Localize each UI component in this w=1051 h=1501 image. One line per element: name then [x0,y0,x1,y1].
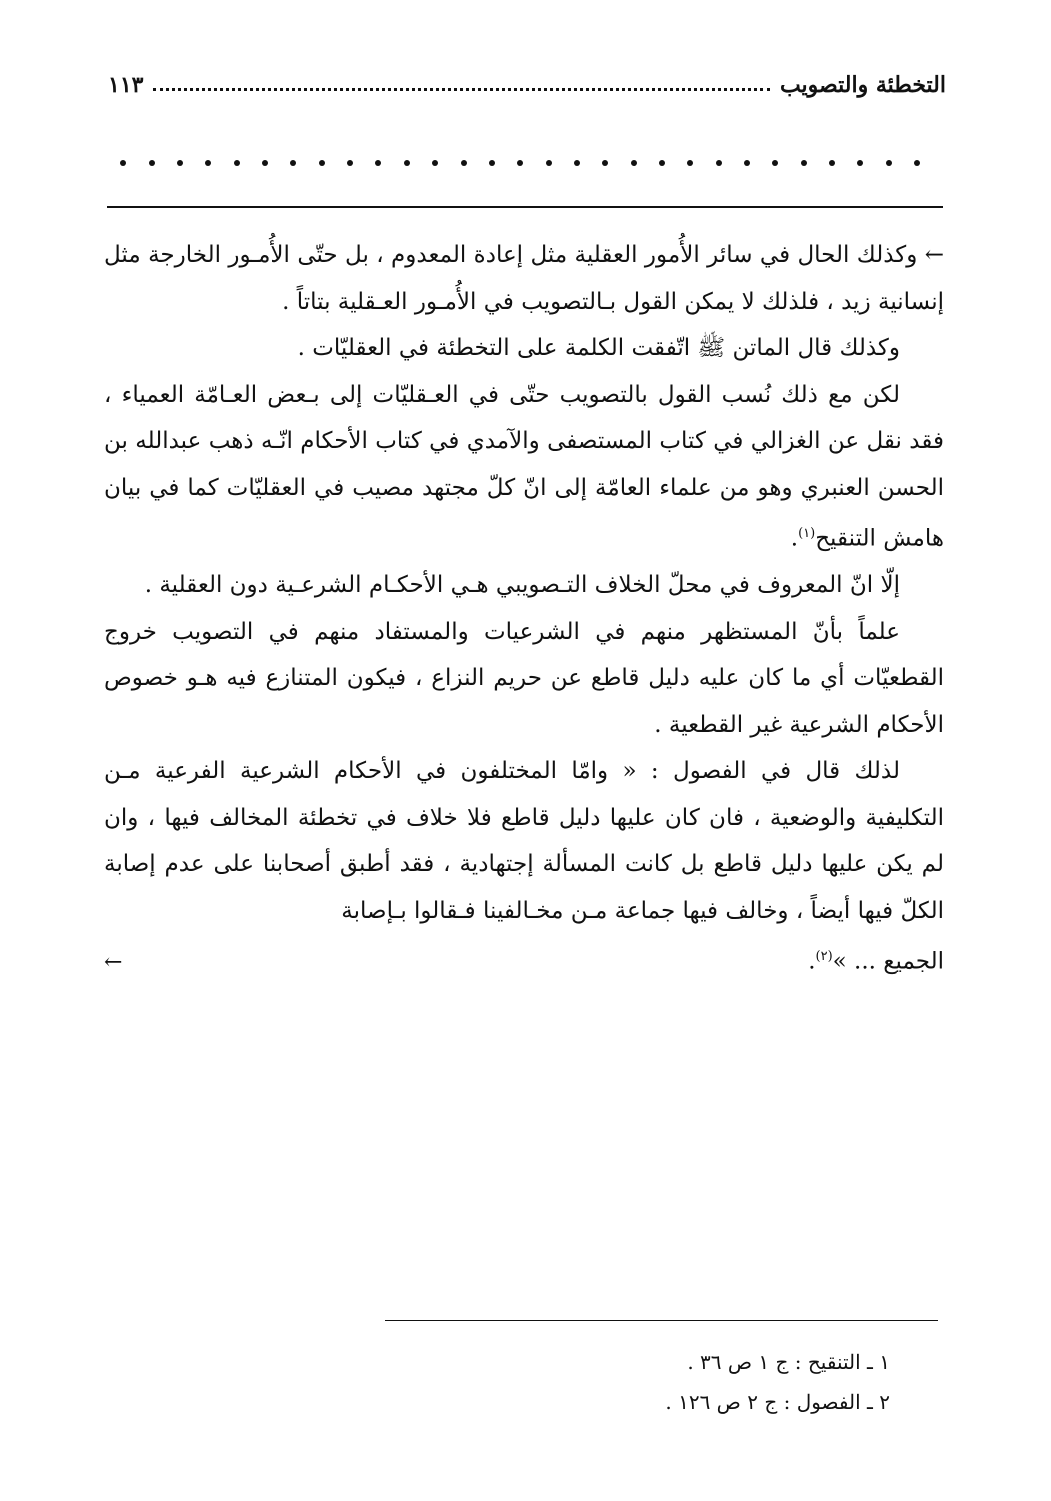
running-header [108,62,946,98]
paragraph-4: إلّا انّ المعروف في محلّ الخلاف التـصويبي هـي الأحكـام الشرعـية دون العقلية . [144,572,900,599]
footnote-ref-2: (٢) [815,949,833,965]
paragraph-5: علماً بأنّ المستظهر منهم في الشرعيات والمستفاد منهم في التصويب خروج القطعيّات أي ما كان عليه دليل قاطع عن حريم النزاع ، فيكون المتنازع فيه هـو خصوص الأحكام الشرعية غير القطعية . [104,618,944,738]
page-number: ١١٣ [108,72,144,98]
paragraph-2: وكذلك قال الماتن ﷺ اتّفقت الكلمة على التخطئة في العقليّات . [297,335,900,361]
footnotes [420,1342,890,1422]
paragraph-6: لذلك قال في الفصول : « وامّا المختلفون في الأحكام الشرعية الفرعية مـن التكليفية والوضعية ، فان كان عليها دليل قاطع فلا خلاف في تخطئة المخالف فيها ، وان لم يكن عليها دليل قاطع بل كانت المسألة إجتهادية ، فقد أطبق أصحابنا على عدم إصابة الكلّ فيها أيضاً ، وخالف فيها جماعة مـن مخـالفينا فـقالوا بـإصابة [104,758,944,924]
footnote-rule [385,1320,938,1321]
chapter-title: التخطئة والتصويب [779,72,946,98]
last-line: الجميع ... »$^{(٢)}$. ← [104,934,944,986]
footnote-1: ١ ـ التنقيح : ج ١ ص ٣٦ . [687,1350,890,1374]
ornament-dots [120,160,920,166]
header-rule [107,206,943,208]
footnote-2: ٢ ـ الفصول : ج ٢ ص ١٢٦ . [665,1390,890,1414]
dot-leader [153,87,770,91]
paragraph-3: لكن مع ذلك نُسب القول بالتصويب حتّى في العـقليّات إلى بـعض العـامّة العمياء ، فقد نقل عن الغزالي في كتاب المستصفى والآمدي في كتاب الأحكام انّـه ذهب عبدالله بن الحسن العنبري وهو من علماء العامّة إلى انّ كلّ مجتهد مصيب في العقليّات كما في بيان هامش التنقيح$^{(١)}$. [104,381,944,552]
main-text [104,232,944,986]
footnote-ref-1: (١) [798,526,816,541]
continue-arrow-icon: ← [104,949,123,975]
paragraph-1: ← وكذلك الحال في سائر الأُمور العقلية مثل إعادة المعدوم ، بل حتّى الأُمـور الخارجة مثل إنسانية زيد ، فلذلك لا يمكن القول بـالتصويب في الأُمـور العـقلية بتاتاً . [104,242,944,315]
